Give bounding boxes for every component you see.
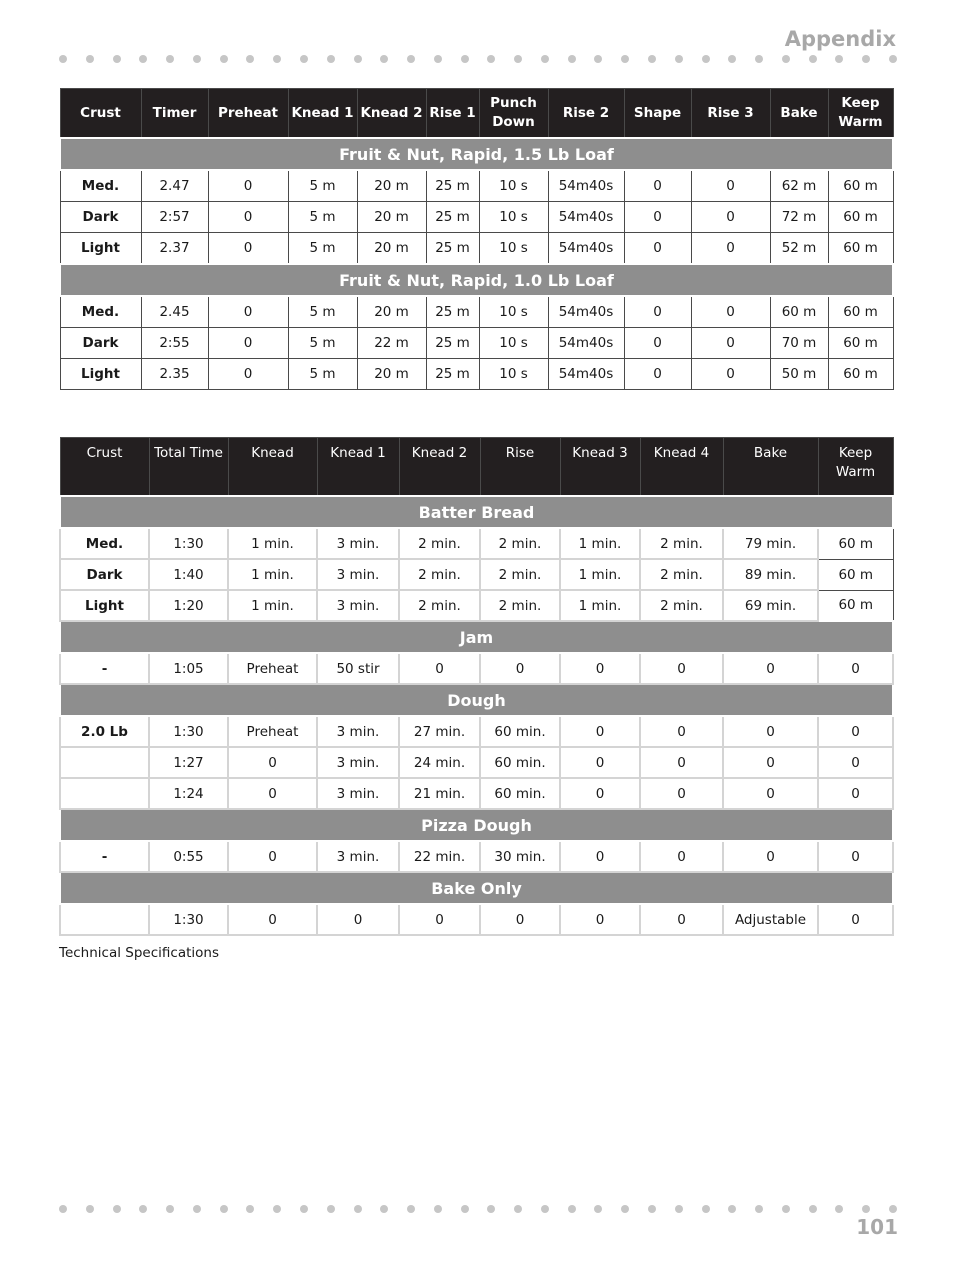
value-cell: 0 xyxy=(560,778,640,809)
section-title: Pizza Dough xyxy=(60,809,893,841)
value-cell: 54m40s xyxy=(548,296,624,328)
divider-dot xyxy=(246,55,254,63)
crust-cell: Med. xyxy=(60,528,149,559)
crust-cell: Med. xyxy=(60,170,141,202)
value-cell: 0 xyxy=(640,653,723,684)
value-cell: 0 xyxy=(691,328,770,359)
divider-dot xyxy=(166,55,174,63)
value-cell: 22 min. xyxy=(399,841,480,872)
value-cell: 1 min. xyxy=(560,559,640,590)
column-header: Knead xyxy=(228,438,317,497)
value-cell: 54m40s xyxy=(548,328,624,359)
divider-dot xyxy=(380,55,388,63)
value-cell: 54m40s xyxy=(548,359,624,390)
table-row xyxy=(60,328,893,359)
divider-dot xyxy=(354,1205,362,1213)
value-cell: 2 min. xyxy=(640,528,723,559)
column-header: Bake xyxy=(770,89,828,139)
divider-dot xyxy=(220,1205,228,1213)
value-cell: 0 xyxy=(480,653,560,684)
value-cell: 0 xyxy=(818,653,893,684)
section-header-row xyxy=(60,621,893,653)
divider-dot xyxy=(514,55,522,63)
value-cell: 10 s xyxy=(479,202,548,233)
column-header: Preheat xyxy=(208,89,288,139)
column-header: Knead 1 xyxy=(317,438,399,497)
value-cell: 20 m xyxy=(357,202,426,233)
value-cell: 0 xyxy=(208,328,288,359)
value-cell: 10 s xyxy=(479,328,548,359)
top-dot-divider xyxy=(59,55,895,65)
crust-cell xyxy=(60,904,149,935)
crust-cell: Dark xyxy=(60,328,141,359)
value-cell: 5 m xyxy=(288,233,357,265)
divider-dot xyxy=(434,55,442,63)
divider-dot xyxy=(193,1205,201,1213)
value-cell: 20 m xyxy=(357,170,426,202)
table-row xyxy=(60,747,893,778)
value-cell: Adjustable xyxy=(723,904,818,935)
program-settings-table xyxy=(59,437,894,936)
value-cell: 0 xyxy=(723,716,818,747)
value-cell: 2:55 xyxy=(141,328,208,359)
value-cell: 60 m xyxy=(818,528,893,559)
divider-dot xyxy=(327,55,335,63)
table-row xyxy=(60,296,893,328)
page-number: 101 xyxy=(856,1215,898,1239)
value-cell: 60 m xyxy=(828,328,893,359)
section-header-row xyxy=(60,496,893,528)
divider-dot xyxy=(407,1205,415,1213)
table-row xyxy=(60,716,893,747)
divider-dot xyxy=(702,55,710,63)
value-cell: 79 min. xyxy=(723,528,818,559)
value-cell: 72 m xyxy=(770,202,828,233)
divider-dot xyxy=(594,55,602,63)
value-cell: 0 xyxy=(560,716,640,747)
divider-dot xyxy=(139,55,147,63)
divider-dot xyxy=(461,1205,469,1213)
divider-dot xyxy=(300,1205,308,1213)
divider-dot xyxy=(862,1205,870,1213)
divider-dot xyxy=(621,55,629,63)
divider-dot xyxy=(300,55,308,63)
value-cell: 24 min. xyxy=(399,747,480,778)
value-cell: 25 m xyxy=(426,202,479,233)
value-cell: 25 m xyxy=(426,170,479,202)
value-cell: 10 s xyxy=(479,170,548,202)
divider-dot xyxy=(487,1205,495,1213)
value-cell: 0:55 xyxy=(149,841,228,872)
value-cell: 50 stir xyxy=(317,653,399,684)
value-cell: 1 min. xyxy=(560,590,640,621)
value-cell: 0 xyxy=(640,747,723,778)
divider-dot xyxy=(354,55,362,63)
value-cell: 2.47 xyxy=(141,170,208,202)
value-cell: 2 min. xyxy=(640,590,723,621)
value-cell: 3 min. xyxy=(317,559,399,590)
value-cell: 0 xyxy=(208,202,288,233)
divider-dot xyxy=(809,55,817,63)
value-cell: 0 xyxy=(691,170,770,202)
value-cell: 0 xyxy=(228,904,317,935)
table-row xyxy=(60,359,893,390)
value-cell: 20 m xyxy=(357,359,426,390)
value-cell: 70 m xyxy=(770,328,828,359)
crust-cell: 2.0 Lb xyxy=(60,716,149,747)
value-cell: 5 m xyxy=(288,202,357,233)
value-cell: 3 min. xyxy=(317,747,399,778)
value-cell: 60 m xyxy=(828,202,893,233)
divider-dot xyxy=(514,1205,522,1213)
value-cell: 2.37 xyxy=(141,233,208,265)
value-cell: 0 xyxy=(624,202,691,233)
divider-dot xyxy=(621,1205,629,1213)
value-cell: 5 m xyxy=(288,170,357,202)
column-header: Bake xyxy=(723,438,818,497)
crust-cell: Light xyxy=(60,233,141,265)
value-cell: 1:05 xyxy=(149,653,228,684)
value-cell: 0 xyxy=(723,653,818,684)
divider-dot xyxy=(139,1205,147,1213)
value-cell: 2:57 xyxy=(141,202,208,233)
column-header: Crust xyxy=(60,89,141,139)
value-cell: 0 xyxy=(640,778,723,809)
value-cell: 3 min. xyxy=(317,590,399,621)
value-cell: 0 xyxy=(560,653,640,684)
column-header: Knead 2 xyxy=(399,438,480,497)
column-header: Rise 2 xyxy=(548,89,624,139)
section-header-row xyxy=(60,872,893,904)
column-header: Knead 4 xyxy=(640,438,723,497)
column-header: Knead 1 xyxy=(288,89,357,139)
divider-dot xyxy=(461,55,469,63)
table-row xyxy=(60,202,893,233)
divider-dot xyxy=(487,55,495,63)
column-header: Crust xyxy=(60,438,149,497)
value-cell: 0 xyxy=(228,841,317,872)
value-cell: 2 min. xyxy=(480,590,560,621)
crust-cell: - xyxy=(60,653,149,684)
value-cell: 3 min. xyxy=(317,778,399,809)
value-cell: 0 xyxy=(208,296,288,328)
value-cell: 1:40 xyxy=(149,559,228,590)
table-row xyxy=(60,528,893,559)
value-cell: 2.35 xyxy=(141,359,208,390)
divider-dot xyxy=(380,1205,388,1213)
divider-dot xyxy=(755,1205,763,1213)
value-cell: 0 xyxy=(723,841,818,872)
crust-cell: Dark xyxy=(60,559,149,590)
value-cell: 25 m xyxy=(426,328,479,359)
value-cell: 0 xyxy=(399,904,480,935)
value-cell: 2 min. xyxy=(399,559,480,590)
value-cell: 0 xyxy=(560,747,640,778)
value-cell: 25 m xyxy=(426,233,479,265)
crust-cell: Light xyxy=(60,590,149,621)
value-cell: 0 xyxy=(624,359,691,390)
value-cell: 0 xyxy=(691,296,770,328)
divider-dot xyxy=(434,1205,442,1213)
value-cell: 0 xyxy=(691,233,770,265)
value-cell: 5 m xyxy=(288,328,357,359)
column-header: Rise 3 xyxy=(691,89,770,139)
divider-dot xyxy=(889,55,897,63)
value-cell: 5 m xyxy=(288,296,357,328)
divider-dot xyxy=(889,1205,897,1213)
value-cell: 1 min. xyxy=(560,528,640,559)
value-cell: 2 min. xyxy=(399,528,480,559)
value-cell: 2 min. xyxy=(399,590,480,621)
table-row xyxy=(60,559,893,590)
table-row xyxy=(60,653,893,684)
value-cell: 52 m xyxy=(770,233,828,265)
value-cell: 0 xyxy=(723,747,818,778)
value-cell: 60 m xyxy=(828,233,893,265)
value-cell: 25 m xyxy=(426,296,479,328)
value-cell: 1:20 xyxy=(149,590,228,621)
section-header-row xyxy=(60,138,893,170)
value-cell: 30 min. xyxy=(480,841,560,872)
value-cell: 54m40s xyxy=(548,233,624,265)
divider-dot xyxy=(166,1205,174,1213)
value-cell: 60 m xyxy=(828,170,893,202)
section-header-row xyxy=(60,684,893,716)
value-cell: 0 xyxy=(818,747,893,778)
value-cell: 0 xyxy=(691,202,770,233)
value-cell: 1:27 xyxy=(149,747,228,778)
value-cell: 0 xyxy=(399,653,480,684)
value-cell: 1:30 xyxy=(149,716,228,747)
section-header-row xyxy=(60,809,893,841)
value-cell: 60 m xyxy=(828,296,893,328)
value-cell: 21 min. xyxy=(399,778,480,809)
divider-dot xyxy=(835,1205,843,1213)
value-cell: Preheat xyxy=(228,653,317,684)
value-cell: 60 m xyxy=(770,296,828,328)
column-header: Punch Down xyxy=(479,89,548,139)
divider-dot xyxy=(113,1205,121,1213)
section-title: Dough xyxy=(60,684,893,716)
value-cell: 3 min. xyxy=(317,528,399,559)
divider-dot xyxy=(59,55,67,63)
value-cell: 1:24 xyxy=(149,778,228,809)
value-cell: 20 m xyxy=(357,296,426,328)
section-header-row xyxy=(60,264,893,296)
divider-dot xyxy=(648,55,656,63)
value-cell: 0 xyxy=(818,778,893,809)
value-cell: 0 xyxy=(640,841,723,872)
value-cell: 2 min. xyxy=(480,559,560,590)
value-cell: 0 xyxy=(208,233,288,265)
crust-cell: Med. xyxy=(60,296,141,328)
crust-cell xyxy=(60,778,149,809)
divider-dot xyxy=(541,55,549,63)
section-title: Jam xyxy=(60,621,893,653)
value-cell: 0 xyxy=(208,359,288,390)
divider-dot xyxy=(407,55,415,63)
divider-dot xyxy=(862,55,870,63)
table-row xyxy=(60,233,893,265)
divider-dot xyxy=(220,55,228,63)
value-cell: 1 min. xyxy=(228,559,317,590)
divider-dot xyxy=(541,1205,549,1213)
value-cell: 0 xyxy=(640,716,723,747)
divider-dot xyxy=(246,1205,254,1213)
value-cell: 0 xyxy=(818,841,893,872)
value-cell: 2 min. xyxy=(640,559,723,590)
divider-dot xyxy=(782,55,790,63)
column-header: Knead 2 xyxy=(357,89,426,139)
value-cell: 0 xyxy=(624,170,691,202)
value-cell: 0 xyxy=(818,904,893,935)
table-header-row xyxy=(60,89,893,139)
crust-cell: - xyxy=(60,841,149,872)
table-row xyxy=(60,590,893,621)
divider-dot xyxy=(648,1205,656,1213)
divider-dot xyxy=(782,1205,790,1213)
section-title: Fruit & Nut, Rapid, 1.0 Lb Loaf xyxy=(60,264,893,296)
value-cell: 22 m xyxy=(357,328,426,359)
value-cell: 62 m xyxy=(770,170,828,202)
value-cell: 0 xyxy=(818,716,893,747)
value-cell: 2.45 xyxy=(141,296,208,328)
value-cell: 60 min. xyxy=(480,716,560,747)
value-cell: Preheat xyxy=(228,716,317,747)
value-cell: 0 xyxy=(640,904,723,935)
value-cell: 0 xyxy=(624,233,691,265)
value-cell: 20 m xyxy=(357,233,426,265)
section-title: Bake Only xyxy=(60,872,893,904)
divider-dot xyxy=(568,1205,576,1213)
divider-dot xyxy=(728,55,736,63)
value-cell: 0 xyxy=(228,778,317,809)
value-cell: 2 min. xyxy=(480,528,560,559)
table-header-row xyxy=(60,438,893,497)
value-cell: 54m40s xyxy=(548,202,624,233)
column-header: Shape xyxy=(624,89,691,139)
value-cell: 10 s xyxy=(479,233,548,265)
divider-dot xyxy=(675,55,683,63)
value-cell: 0 xyxy=(317,904,399,935)
divider-dot xyxy=(755,55,763,63)
crust-cell: Dark xyxy=(60,202,141,233)
value-cell: 60 m xyxy=(828,359,893,390)
divider-dot xyxy=(113,55,121,63)
value-cell: 0 xyxy=(723,778,818,809)
value-cell: 0 xyxy=(624,328,691,359)
bottom-dot-divider xyxy=(59,1205,895,1215)
table-caption: Technical Specifications xyxy=(59,945,219,961)
divider-dot xyxy=(594,1205,602,1213)
crust-cell: Light xyxy=(60,359,141,390)
value-cell: 27 min. xyxy=(399,716,480,747)
divider-dot xyxy=(809,1205,817,1213)
value-cell: 60 m xyxy=(818,590,893,621)
value-cell: 60 min. xyxy=(480,747,560,778)
value-cell: 0 xyxy=(624,296,691,328)
value-cell: 0 xyxy=(691,359,770,390)
divider-dot xyxy=(675,1205,683,1213)
value-cell: 1:30 xyxy=(149,528,228,559)
value-cell: 0 xyxy=(560,841,640,872)
table-row xyxy=(60,170,893,202)
crust-cell xyxy=(60,747,149,778)
divider-dot xyxy=(728,1205,736,1213)
divider-dot xyxy=(193,55,201,63)
column-header: Knead 3 xyxy=(560,438,640,497)
value-cell: 1 min. xyxy=(228,528,317,559)
column-header: Rise xyxy=(480,438,560,497)
divider-dot xyxy=(702,1205,710,1213)
value-cell: 50 m xyxy=(770,359,828,390)
value-cell: 3 min. xyxy=(317,841,399,872)
value-cell: 60 m xyxy=(818,559,893,590)
fruit-nut-settings-table xyxy=(59,88,894,390)
value-cell: 0 xyxy=(228,747,317,778)
table-row xyxy=(60,778,893,809)
value-cell: 10 s xyxy=(479,296,548,328)
value-cell: 89 min. xyxy=(723,559,818,590)
divider-dot xyxy=(273,55,281,63)
column-header: Keep Warm xyxy=(828,89,893,139)
value-cell: 3 min. xyxy=(317,716,399,747)
divider-dot xyxy=(59,1205,67,1213)
section-title: Appendix xyxy=(784,27,896,51)
value-cell: 60 min. xyxy=(480,778,560,809)
divider-dot xyxy=(86,55,94,63)
section-title: Batter Bread xyxy=(60,496,893,528)
column-header: Timer xyxy=(141,89,208,139)
table-row xyxy=(60,841,893,872)
divider-dot xyxy=(835,55,843,63)
value-cell: 0 xyxy=(560,904,640,935)
column-header: Keep Warm xyxy=(818,438,893,497)
column-header: Total Time xyxy=(149,438,228,497)
value-cell: 1 min. xyxy=(228,590,317,621)
divider-dot xyxy=(327,1205,335,1213)
value-cell: 69 min. xyxy=(723,590,818,621)
divider-dot xyxy=(86,1205,94,1213)
table-row xyxy=(60,904,893,935)
value-cell: 0 xyxy=(208,170,288,202)
value-cell: 10 s xyxy=(479,359,548,390)
value-cell: 1:30 xyxy=(149,904,228,935)
divider-dot xyxy=(568,55,576,63)
section-title: Fruit & Nut, Rapid, 1.5 Lb Loaf xyxy=(60,138,893,170)
column-header: Rise 1 xyxy=(426,89,479,139)
value-cell: 5 m xyxy=(288,359,357,390)
value-cell: 0 xyxy=(480,904,560,935)
divider-dot xyxy=(273,1205,281,1213)
value-cell: 25 m xyxy=(426,359,479,390)
value-cell: 54m40s xyxy=(548,170,624,202)
